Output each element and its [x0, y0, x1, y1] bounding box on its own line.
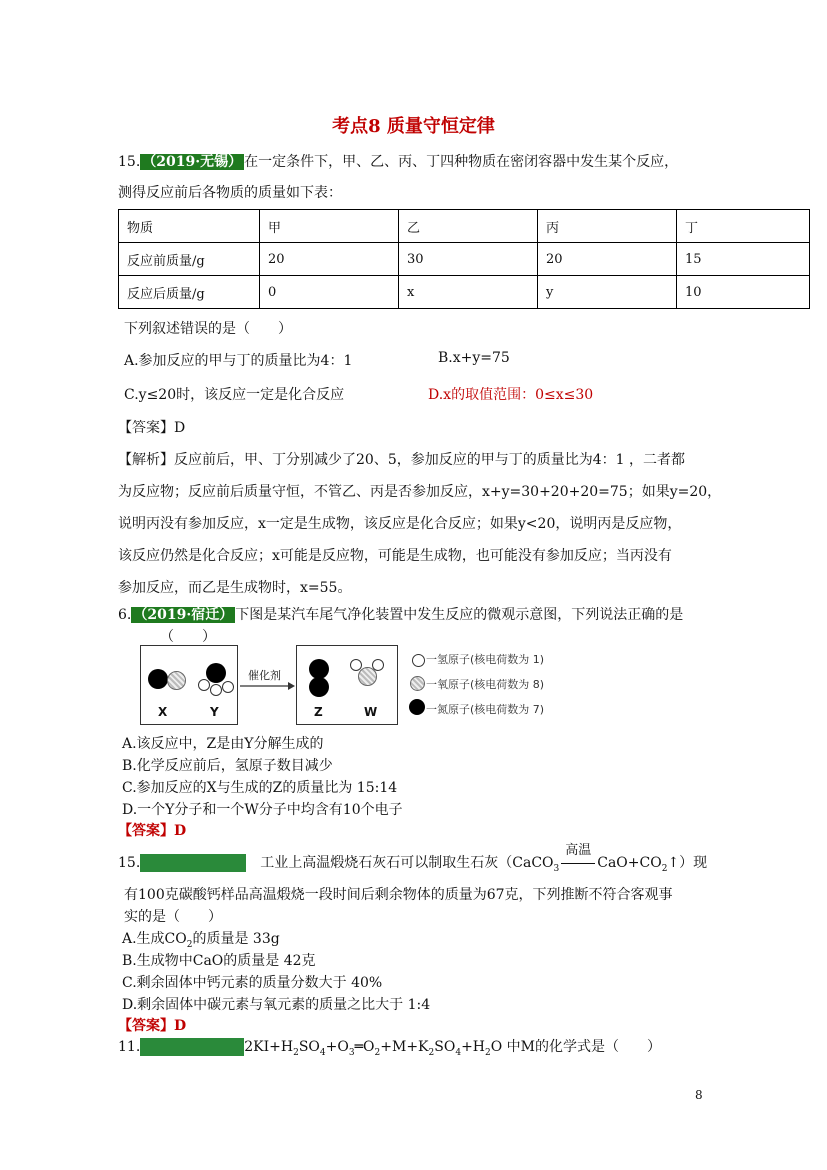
q4-part: +H	[461, 1039, 486, 1055]
q1-source-tag: （2019·无锡）	[142, 154, 243, 170]
molecule-y-label: Y	[210, 705, 219, 719]
q3-option-a-text: A.生成CO	[122, 931, 187, 947]
q4-sub: 2	[374, 1047, 381, 1058]
q3-source-tag	[140, 854, 246, 872]
q1-table	[118, 209, 810, 309]
q4-sub: 4	[319, 1047, 326, 1058]
q3-option-a	[122, 928, 280, 950]
q1-ask: 下列叙述错误的是（ ）	[124, 321, 292, 337]
table-cell: 丁	[677, 210, 810, 243]
q4-part: O 中M的化学式是（ ）	[490, 1039, 662, 1055]
table-row	[119, 276, 810, 309]
reaction-arrow-icon	[238, 681, 296, 691]
q1-explanation-3: 说明丙没有参加反应，x一定是生成物，该反应是化合反应；如果y<20，说明丙是反应物，	[118, 516, 682, 532]
q2-number: 6.	[118, 607, 132, 623]
q1-stem-line1	[118, 151, 678, 171]
q3-stem3: 实的是（ ）	[124, 909, 222, 925]
nitrogen-atom-icon	[206, 663, 226, 683]
table-cell: 乙	[399, 210, 538, 243]
q4-sub: 2	[428, 1047, 435, 1058]
catalyst-label: 催化剂	[248, 669, 281, 682]
table-cell: 20	[538, 243, 677, 276]
q4-sub: 2	[293, 1047, 299, 1058]
molecule-x-label: X	[158, 705, 168, 719]
molecule-w-label: W	[364, 705, 378, 719]
table-row	[119, 243, 810, 276]
q4-part: 2KI+H	[244, 1039, 294, 1055]
q3-sub2: 2	[661, 863, 668, 874]
q3-sub3: 3	[553, 863, 560, 874]
q4-sub: 3	[348, 1047, 355, 1058]
q3-answer: 【答案】D	[118, 1018, 187, 1034]
q3-option-a-text2: 的质量是 33g	[192, 931, 280, 947]
q4-part: +M+K	[380, 1039, 429, 1055]
page-title: 考点8 质量守恒定律	[332, 116, 495, 137]
q3-stem2: 有100克碳酸钙样品高温煅烧一段时间后剩余物体的质量为67克，下列推断不符合客观事	[124, 887, 673, 903]
table-cell: 15	[677, 243, 810, 276]
page-number: 8	[695, 1088, 703, 1102]
table-cell: x	[399, 276, 538, 309]
q3-option-b: B.生成物中CaO的质量是 42克	[122, 953, 316, 969]
q4-sub: 4	[455, 1047, 462, 1058]
q4-number: 11.	[118, 1039, 141, 1055]
hydrogen-legend-icon	[412, 654, 425, 667]
table-cell: 反应前质量/g	[119, 243, 260, 276]
q1-option-a: A.参加反应的甲与丁的质量比为4：1	[124, 353, 353, 369]
q1-explanation-2: 为反应物；反应前后质量守恒，不管乙、丙是否参加反应，x+y=30+20+20=75；如果y=20，	[118, 484, 722, 500]
table-cell: y	[538, 276, 677, 309]
legend-nitrogen: 一氮原子(核电荷数为 7)	[426, 703, 545, 716]
hydrogen-atom-icon	[210, 684, 222, 696]
q1-explanation-1: 【解析】反应前后，甲、丁分别减少了20、5，参加反应的甲与丁的质量比为4：1 ，二者都	[118, 452, 685, 468]
q2-stem-text: 下图是某汽车尾气净化装置中发生反应的微观示意图，下列说法正确的是	[235, 607, 684, 623]
q1-option-b: B.x+y=75	[438, 350, 510, 366]
reaction-diagram	[140, 645, 580, 727]
q2-option-a: A.该反应中，Z是由Y分解生成的	[122, 736, 324, 752]
q3-tail: ↑）现	[667, 855, 708, 871]
q1-explanation-4: 该反应仍然是化合反应；x可能是反应物，可能是生成物，也可能没有参加反应；当丙没有	[118, 548, 672, 564]
table-cell: 10	[677, 276, 810, 309]
table-row	[119, 210, 810, 243]
oxygen-atom-icon	[167, 671, 186, 690]
q1-number: 15.	[118, 154, 141, 170]
hydrogen-atom-icon	[372, 659, 384, 671]
legend-hydrogen: 一氢原子(核电荷数为 1)	[426, 653, 545, 666]
q3-option-c: C.剩余固体中钙元素的质量分数大于 40%	[122, 975, 383, 991]
q1-stem1: 在一定条件下，甲、乙、丙、丁四种物质在密闭容器中发生某个反应，	[244, 154, 679, 170]
oxygen-legend-icon	[410, 676, 425, 691]
q3-condition	[559, 843, 597, 871]
q2-paren: （ ）	[160, 629, 216, 645]
molecule-z-label: Z	[314, 705, 323, 719]
table-cell: 30	[399, 243, 538, 276]
q1-option-c: C.y≤20时，该反应一定是化合反应	[124, 387, 345, 403]
q3-condition-text: 高温	[565, 843, 592, 858]
table-cell: 20	[260, 243, 399, 276]
q1-explanation-5: 参加反应，而乙是生成物时，x=55。	[118, 580, 352, 596]
q4-part: SO	[298, 1039, 320, 1055]
q3-stem-line1	[118, 843, 708, 874]
q4-part: ═O	[354, 1039, 375, 1055]
hydrogen-atom-icon	[222, 681, 234, 693]
q2-option-c: C.参加反应的X与生成的Z的质量比为 15:14	[122, 780, 398, 796]
q2-answer: 【答案】D	[118, 823, 187, 839]
q3-condition-line	[561, 863, 595, 864]
table-cell: 反应后质量/g	[119, 276, 260, 309]
q3-product: CaO+CO	[597, 855, 662, 871]
q1-stem2: 测得反应前后各物质的质量如下表：	[118, 185, 342, 201]
table-cell: 丙	[538, 210, 677, 243]
nitrogen-atom-icon	[148, 669, 168, 689]
nitrogen-atom-icon	[309, 659, 329, 679]
q1-answer: 【答案】D	[118, 420, 186, 436]
q2-option-b: B.化学反应前后，氢原子数目减少	[122, 758, 333, 774]
q2-option-d: D.一个Y分子和一个W分子中均含有10个电子	[122, 802, 403, 818]
q4-part: SO	[434, 1039, 456, 1055]
hydrogen-atom-icon	[350, 659, 362, 671]
q4-part: +O	[325, 1039, 349, 1055]
q4-sub: 2	[485, 1047, 491, 1058]
q2-source-tag: （2019·宿迁）	[133, 607, 234, 623]
q3-number: 15.	[118, 855, 141, 871]
q4-source-tag	[140, 1038, 244, 1056]
hydrogen-atom-icon	[198, 679, 210, 691]
table-cell: 甲	[260, 210, 399, 243]
q3-option-a-sub: 2	[186, 939, 193, 950]
q3-stem1: 工业上高温煅烧石灰石可以制取生石灰（CaCO	[260, 855, 554, 871]
legend-oxygen: 一氧原子(核电荷数为 8)	[426, 678, 545, 691]
table-cell: 物质	[119, 210, 260, 243]
q4-stem	[118, 1036, 661, 1058]
nitrogen-atom-icon	[309, 677, 329, 697]
table-cell: 0	[260, 276, 399, 309]
nitrogen-legend-icon	[409, 699, 425, 715]
q3-option-d: D.剩余固体中碳元素与氧元素的质量之比大于 1:4	[122, 997, 431, 1013]
q1-option-d: D.x的取值范围：0≤x≤30	[428, 387, 594, 403]
q2-stem	[118, 604, 683, 624]
